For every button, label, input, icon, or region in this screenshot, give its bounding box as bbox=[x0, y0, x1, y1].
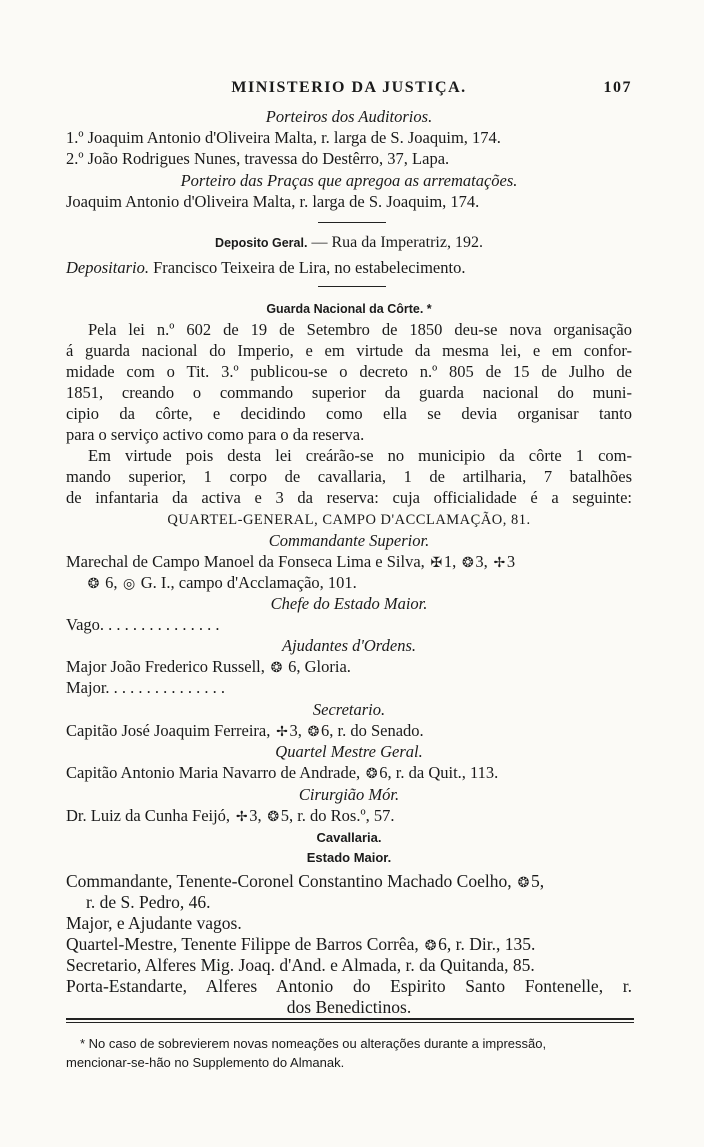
guarda-para-line-7: Em virtude pois desta lei creárão-se no municipio da côrte 1 com- bbox=[88, 446, 632, 465]
deposito-heading: Deposito Geral. bbox=[215, 236, 308, 250]
depositario-text: Francisco Teixeira de Lira, no estabelecimento. bbox=[148, 258, 466, 277]
porteiro-pracas-line: Joaquim Antonio d'Oliveira Malta, r. larga de S. Joaquim, 174. bbox=[66, 192, 480, 211]
depositario-label: Depositario. bbox=[66, 258, 149, 277]
divider bbox=[318, 222, 386, 223]
cirurgiao-address: 5, r. do Ros.º, 57. bbox=[280, 806, 395, 825]
divider bbox=[318, 286, 386, 287]
guarda-para-line-5: cipio da côrte, e decidindo como ella se devia organisar tanto bbox=[66, 404, 632, 423]
commandante-order-2: 3, bbox=[475, 552, 488, 571]
quartel-mestre-heading: Quartel Mestre Geral. bbox=[275, 742, 423, 761]
cavallaria-heading: Cavallaria. bbox=[316, 830, 382, 845]
commandante-line-2 bbox=[66, 573, 632, 595]
cav-line-2: r. de S. Pedro, 46. bbox=[86, 892, 211, 912]
footnote-line-1: * No caso de sobrevierem novas nomeações ou alterações durante a impressão, bbox=[80, 1036, 547, 1051]
cavallaria-heading-line bbox=[66, 827, 632, 848]
cav-quartel-mestre: Quartel-Mestre, Tenente Filippe de Barros Corrêa, bbox=[66, 934, 419, 954]
order-rose-icon: ❂ bbox=[365, 767, 378, 782]
order-cross-icon: ✠ bbox=[430, 556, 443, 571]
cav-line-4 bbox=[66, 934, 632, 957]
guarda-heading: Guarda Nacional da Côrte. * bbox=[266, 302, 432, 316]
porteiro-line-1: 1.º Joaquim Antonio d'Oliveira Malta, r. larga de S. Joaquim, 174. bbox=[66, 128, 501, 147]
cav-commandante-order: 5, bbox=[530, 871, 545, 891]
depositario-line bbox=[66, 258, 632, 278]
guarda-heading-line bbox=[66, 298, 632, 319]
commandante-order-1: 1, bbox=[443, 552, 457, 571]
order-rose-icon: ❂ bbox=[87, 577, 100, 592]
guarda-para-line-8: mando superior, 1 corpo de cavallaria, 1 de artilharia, 7 batalhões bbox=[66, 467, 632, 486]
commandante-order-4: 6, bbox=[105, 573, 118, 592]
page-title: MINISTERIO DA JUSTIÇA. bbox=[231, 79, 467, 96]
secretario-heading: Secretario. bbox=[312, 700, 386, 719]
commandante-order-3: 3 bbox=[506, 552, 516, 571]
order-rose-icon: ❂ bbox=[462, 556, 474, 571]
cav-line-5: Secretario, Alferes Mig. Joaq. d'And. e Almada, r. da Quitanda, 85. bbox=[66, 955, 535, 975]
cirurgiao-line bbox=[66, 806, 632, 828]
chefe-heading: Chefe do Estado Maior. bbox=[270, 594, 428, 613]
ajudante-line-2: Major. . . . . . . . . . . . . . . bbox=[66, 678, 226, 697]
porteiros-heading: Porteiros dos Auditorios. bbox=[265, 107, 433, 126]
quartel-mestre-line bbox=[66, 763, 632, 785]
secretario-order-1: 3, bbox=[289, 721, 302, 740]
page-header bbox=[66, 78, 632, 98]
order-rose-icon: ❂ bbox=[307, 725, 320, 740]
order-rose-icon: ❂ bbox=[267, 810, 280, 825]
order-cross-icon: ✢ bbox=[276, 725, 288, 740]
deposito-address: — Rua da Imperatriz, 192. bbox=[307, 234, 483, 251]
page-number: 107 bbox=[603, 79, 632, 96]
ajudantes-heading: Ajudantes d'Ordens. bbox=[282, 636, 416, 655]
guarda-para-line-4: 1851, creando o commando superior da guarda nacional do muni- bbox=[66, 383, 632, 402]
cav-quartel-mestre-address: 6, r. Dir., 135. bbox=[438, 934, 536, 954]
order-cross-icon: ✢ bbox=[235, 810, 248, 825]
order-rose-icon: ❂ bbox=[517, 876, 530, 891]
quartel-mestre-address: 6, r. da Quit., 113. bbox=[379, 763, 499, 782]
deposito-heading-line bbox=[66, 232, 632, 253]
estado-maior-heading: Estado Maior. bbox=[306, 850, 392, 865]
ajudante-name: Major João Frederico Russell, bbox=[66, 657, 265, 676]
cirurgiao-order-1: 3, bbox=[249, 806, 262, 825]
ajudante-line-1 bbox=[66, 657, 632, 679]
quartel-mestre-name: Capitão Antonio Maria Navarro de Andrade, bbox=[66, 763, 361, 782]
guarda-para-line-6: para o serviço activo como para o da reserva. bbox=[66, 425, 365, 444]
order-circle-icon: ◎ bbox=[123, 577, 136, 592]
quartel-general: QUARTEL-GENERAL, CAMPO D'ACCLAMAÇÃO, 81. bbox=[167, 512, 531, 528]
porteiro-line-2: 2.º João Rodrigues Nunes, travessa do Destêrro, 37, Lapa. bbox=[66, 149, 450, 168]
order-rose-icon: ❂ bbox=[424, 939, 437, 954]
guarda-para-line-3: midade com o Tit. 3.º publicou-se o decreto n.º 805 de 15 de Julho de bbox=[66, 362, 632, 381]
estado-maior-line bbox=[66, 847, 632, 868]
cirurgiao-heading: Cirurgião Mór. bbox=[298, 785, 400, 804]
guarda-para-line-2: á guarda nacional do Imperio, e em virtude da mesma lei, e em confor- bbox=[66, 341, 632, 360]
footnote-line-2: mencionar-se-hão no Supplemento do Almanak. bbox=[66, 1055, 345, 1070]
commandante-name: Marechal de Campo Manoel da Fonseca Lima e Silva, bbox=[66, 552, 425, 571]
cav-line-1 bbox=[66, 871, 632, 894]
secretario-line bbox=[66, 721, 632, 743]
commandante-address: G. I., campo d'Acclamação, 101. bbox=[140, 573, 357, 592]
guarda-para-line-1: Pela lei n.º 602 de 19 de Setembro de 1850 deu-se nova organisação bbox=[88, 320, 632, 339]
order-cross-icon: ✢ bbox=[493, 556, 506, 571]
chefe-line: Vago. . . . . . . . . . . . . . . bbox=[66, 615, 220, 634]
footnote-rule bbox=[66, 1018, 634, 1020]
commandante-line-1 bbox=[66, 552, 632, 574]
cav-line-6: Porta-Estandarte, Alferes Antonio do Espirito Santo Fontenelle, r. bbox=[66, 976, 632, 996]
commandante-heading: Commandante Superior. bbox=[268, 531, 430, 550]
secretario-address: 6, r. do Senado. bbox=[321, 721, 424, 740]
cirurgiao-name: Dr. Luiz da Cunha Feijó, bbox=[66, 806, 231, 825]
cav-line-3: Major, e Ajudante vagos. bbox=[66, 913, 242, 933]
cav-line-7: dos Benedictinos. bbox=[286, 997, 412, 1017]
cav-commandante: Commandante, Tenente-Coronel Constantino Machado Coelho, bbox=[66, 871, 512, 891]
order-rose-icon: ❂ bbox=[270, 661, 283, 676]
porteiro-pracas-heading: Porteiro das Praças que apregoa as arrematações. bbox=[180, 171, 518, 190]
footnote-rule-thin bbox=[66, 1022, 634, 1023]
ajudante-address: 6, Gloria. bbox=[288, 657, 351, 676]
guarda-para-line-9: de infantaria da activa e 3 da reserva: cuja officialidade é a seguinte: bbox=[66, 488, 632, 507]
secretario-name: Capitão José Joaquim Ferreira, bbox=[66, 721, 271, 740]
